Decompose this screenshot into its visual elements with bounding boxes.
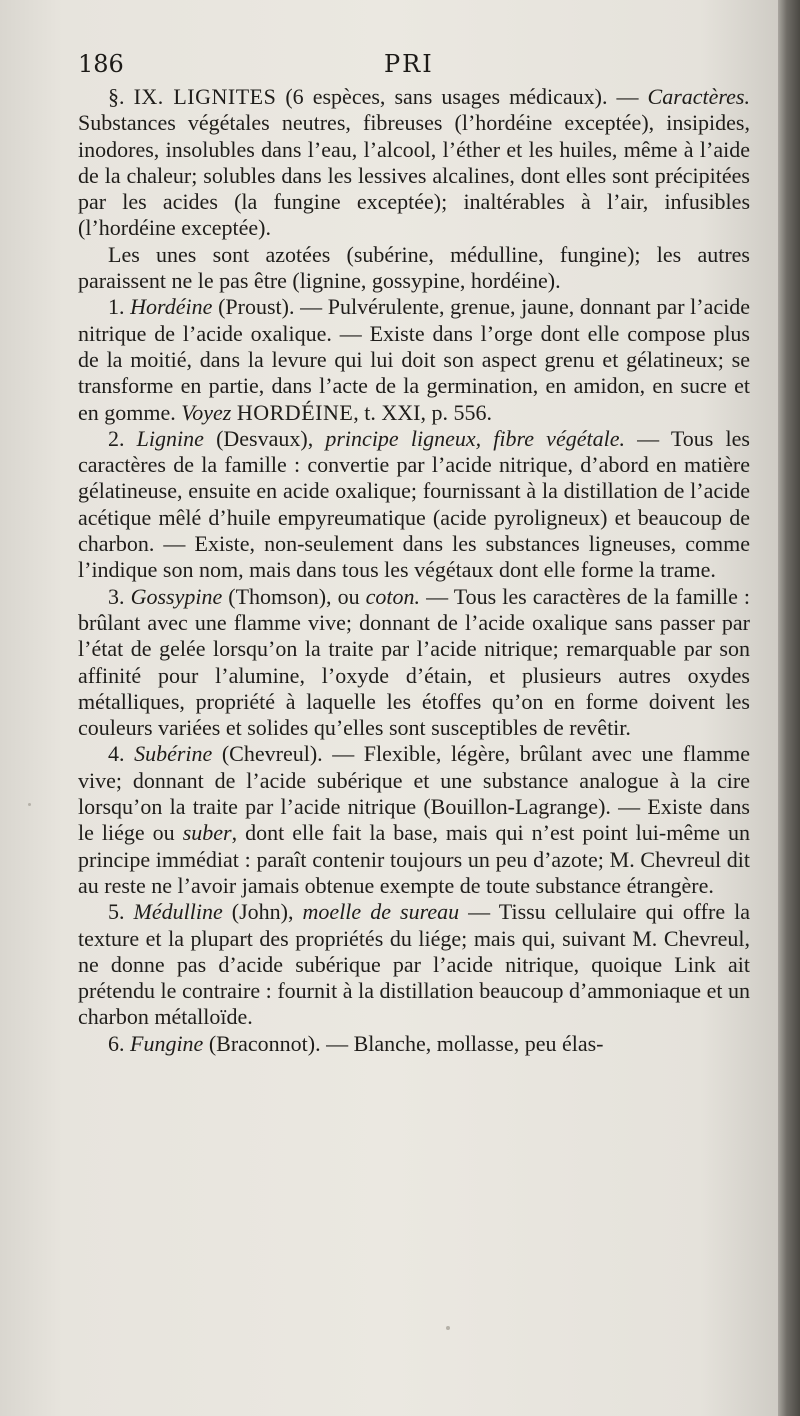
section-ix-text: Substances végétales neutres, fibreuses (l’hordéine exceptée), insipides, inodores, insolubles dans l’eau, l’alcool, l’éther et les huiles, même à l’aide de la chaleur; solubles dans les lessives alcalines, dont elles sont précipitées par les acides (la fungine exceptée); inaltérables à l’air, infusibles (l’hordéine exceptée).	[78, 110, 750, 241]
item-text: — Tissu cellulaire qui offre la texture et la plupart des propriétés du liége; mais qui, suivant M. Chevreul, ne donne pas d’acide subérique par l’acide nitrique, quoique Link ait prétendu le contraire : fournit à la distillation beaucoup d’ammoniaque et un charbon métalloïde.	[78, 899, 751, 1030]
section-ix-subtitle: (6 espèces, sans usages médicaux). —	[276, 84, 648, 109]
item-name: Subérine	[134, 741, 213, 767]
section-ix-paragraph	[78, 84, 750, 242]
voyez-reference: Voyez	[181, 399, 232, 425]
reference-volume: , t. XXI, p. 556.	[353, 399, 493, 425]
item-number: 3.	[108, 583, 131, 609]
body-text	[78, 84, 750, 1057]
running-head: PRI	[384, 50, 434, 78]
item-author: (Desvaux),	[203, 425, 326, 451]
item-fungine	[78, 1031, 750, 1057]
item-number: 1.	[108, 294, 131, 320]
item-text: (Chevreul). — Flexible, légère, brûlant avec une flamme vive; donnant de l’acide subérique et une substance analogue à la cire lorsqu’on la traite par l’acide nitrique (Bouillon-Lagrange). — Existe dans le liége ou	[78, 741, 751, 846]
suber-term: suber	[182, 820, 232, 846]
item-lignine	[78, 426, 750, 584]
item-synonym: coton.	[365, 583, 421, 609]
intro-paragraph	[78, 242, 750, 295]
paper-speck	[28, 803, 31, 806]
item-text: (Braconnot). — Blanche, mollasse, peu élas-	[203, 1030, 604, 1056]
item-number: 6.	[108, 1030, 130, 1056]
paper-speck	[446, 1326, 450, 1330]
item-medulline	[78, 899, 750, 1030]
item-gossypine	[78, 584, 750, 742]
item-synonym: principe ligneux, fibre végétale.	[325, 425, 625, 451]
page-number: 186	[78, 50, 124, 78]
item-name: Gossypine	[130, 583, 223, 609]
characters-label: Caractères.	[647, 84, 750, 109]
item-name: Médulline	[133, 899, 223, 925]
intro-text: Les unes sont azotées (subérine, médulline, fungine); les autres paraissent ne le pas être (lignine, gossypine, hordéine).	[78, 241, 750, 294]
item-author: (Thomson), ou	[222, 583, 366, 609]
item-name: Lignine	[136, 425, 204, 451]
page-header	[78, 50, 750, 84]
item-text: — Tous les caractères de la famille : brûlant avec une flamme vive; donnant de l’acide oxalique sans passer par l’état de gelée lorsqu’on la traite par l’acide nitrique; remarquable par son affinité pour l’alumine, l’oxyde d’étain, et plusieurs autres oxydes métalliques, propriété à laquelle les étoffes qu’on en forme doivent les couleurs variées et solides qu’elles sont susceptibles de revêtir.	[78, 583, 751, 741]
item-hordeine	[78, 294, 750, 425]
item-number: 4.	[108, 741, 135, 767]
item-name: Hordéine	[130, 294, 213, 320]
section-sign: §.	[108, 84, 134, 109]
item-number: 2.	[108, 425, 137, 451]
item-synonym: moelle de sureau	[302, 899, 460, 925]
item-suberine	[78, 741, 750, 899]
section-ix-title: IX. LIGNITES	[133, 84, 277, 109]
item-author: (John),	[222, 899, 303, 925]
item-name: Fungine	[130, 1030, 204, 1056]
page-edge-shadow	[778, 0, 800, 1416]
item-number: 5.	[108, 899, 134, 925]
item-text: (Proust). — Pulvérulente, grenue, jaune, donnant par l’acide nitrique de l’acide oxalique. — Existe dans l’orge dont elle compose plus de la moitié, dans la levure qui lui doit son aspect grenu et gélatineux; se transforme en partie, dans l’acte de la germination, en amidon, en sucre et en gomme.	[78, 294, 751, 425]
item-text: — Tous les caractères de la famille : convertie par l’acide nitrique, d’abord en matière gélatineuse, ensuite en acide oxalique; fournissant à la distillation de l’acide acétique mêlé d’huile empyreumatique (acide pyroligneux) et beaucoup de charbon. — Existe, non-seulement dans les substances ligneuses, comme l’indique son nom, mais dans tous les végétaux dont elle forme la trame.	[78, 425, 750, 583]
item-text-continued: , dont elle fait la base, mais qui n’est point lui-même un principe immédiat : paraît contenir toujours un peu d’azote; M. Chevreul dit au reste ne l’avoir jamais obtenue exempte de toute substance étrangère.	[78, 820, 750, 898]
cross-reference: HORDÉINE	[236, 399, 354, 425]
